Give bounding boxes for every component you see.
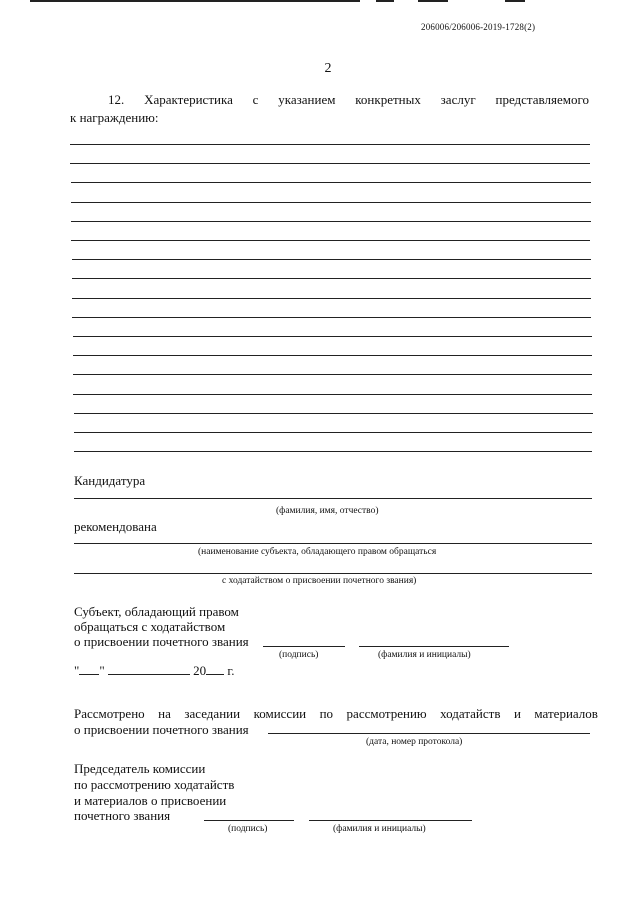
subject-signature-field[interactable] xyxy=(263,646,345,647)
candidate-name-field[interactable] xyxy=(74,498,592,499)
characteristic-line[interactable] xyxy=(72,259,591,260)
characteristic-line[interactable] xyxy=(71,221,591,222)
characteristic-line[interactable] xyxy=(71,240,590,241)
heading-word: заслуг xyxy=(440,92,476,107)
hint-subject-signature: (подпись) xyxy=(279,650,319,660)
chairman-line-4: почетного звания xyxy=(74,808,171,823)
hint-chairman-name: (фамилия и инициалы) xyxy=(333,824,426,834)
characteristic-line[interactable] xyxy=(70,144,590,145)
commission-word: на xyxy=(158,706,171,721)
characteristic-line[interactable] xyxy=(72,317,591,318)
section-12-heading-line2: к награждению: xyxy=(70,110,159,125)
characteristic-line[interactable] xyxy=(70,163,590,164)
characteristic-line[interactable] xyxy=(72,298,591,299)
scan-edge-line xyxy=(505,0,525,2)
section-12-heading xyxy=(108,92,589,108)
characteristic-line[interactable] xyxy=(73,374,592,375)
scan-edge-line xyxy=(376,0,394,2)
chairman-line-3: и материалов о присвоении xyxy=(74,793,227,808)
commission-line-2: о присвоении почетного звания xyxy=(74,722,249,737)
hint-protocol: (дата, номер протокола) xyxy=(366,737,463,747)
document-number: 206006/206006-2019-1728(2) xyxy=(421,22,536,32)
characteristic-line[interactable] xyxy=(74,451,592,452)
chairman-signature-field[interactable] xyxy=(204,820,294,821)
chairman-line-1: Председатель комиссии xyxy=(74,761,206,776)
hint-subject-2: с ходатайством о присвоении почетного звания) xyxy=(222,576,417,586)
commission-word: заседании xyxy=(184,706,241,721)
commission-word: комиссии xyxy=(253,706,307,721)
hint-subject-1: (наименование субъекта, обладающего правом обращаться xyxy=(198,547,437,557)
scan-edge-line xyxy=(418,0,448,2)
characteristic-line[interactable] xyxy=(71,182,591,183)
characteristic-line[interactable] xyxy=(73,394,592,395)
characteristic-line[interactable] xyxy=(74,413,593,414)
characteristic-line[interactable] xyxy=(73,336,592,337)
characteristic-line[interactable] xyxy=(71,202,591,203)
year-prefix: 20 xyxy=(193,663,207,678)
hint-chairman-signature: (подпись) xyxy=(228,824,268,834)
subject-line-1: Субъект, обладающий правом xyxy=(74,604,239,619)
characteristic-line[interactable] xyxy=(72,278,591,279)
day-field[interactable] xyxy=(79,664,99,675)
month-field[interactable] xyxy=(108,664,190,675)
heading-word: представляемого xyxy=(495,92,589,107)
subject-name-initials-field[interactable] xyxy=(359,646,509,647)
commission-word: ходатайств xyxy=(440,706,501,721)
protocol-field[interactable] xyxy=(268,733,590,734)
commission-word: по xyxy=(319,706,334,721)
chairman-line-2: по рассмотрению ходатайств xyxy=(74,777,235,792)
quote-open: " xyxy=(74,663,80,678)
scan-edge-line xyxy=(30,0,360,2)
subject-name-field-1[interactable] xyxy=(74,543,592,544)
heading-word: конкретных xyxy=(355,92,421,107)
subject-name-field-2[interactable] xyxy=(74,573,592,574)
heading-word: Характеристика xyxy=(144,92,233,107)
characteristic-line[interactable] xyxy=(73,355,592,356)
chairman-name-field[interactable] xyxy=(309,820,472,821)
year-field[interactable] xyxy=(206,664,224,675)
hint-subject-name: (фамилия и инициалы) xyxy=(378,650,471,660)
quote-close: " xyxy=(99,663,105,678)
heading-word: указанием xyxy=(278,92,336,107)
candidate-label: Кандидатура xyxy=(74,473,146,488)
hint-fio: (фамилия, имя, отчество) xyxy=(276,506,379,516)
commission-line-1 xyxy=(74,706,598,722)
commission-word: и xyxy=(513,706,521,721)
date-line xyxy=(74,663,235,679)
heading-word: с xyxy=(252,92,259,107)
subject-line-3: о присвоении почетного звания xyxy=(74,634,249,649)
recommended-label: рекомендована xyxy=(74,519,157,534)
subject-line-2: обращаться с ходатайством xyxy=(74,619,226,634)
commission-word: материалов xyxy=(534,706,598,721)
year-suffix: г. xyxy=(227,663,235,678)
commission-word: Рассмотрено xyxy=(74,706,145,721)
section-number: 12. xyxy=(108,92,125,107)
characteristic-line[interactable] xyxy=(74,432,592,433)
commission-word: рассмотрению xyxy=(346,706,427,721)
page-number: 2 xyxy=(324,61,332,76)
